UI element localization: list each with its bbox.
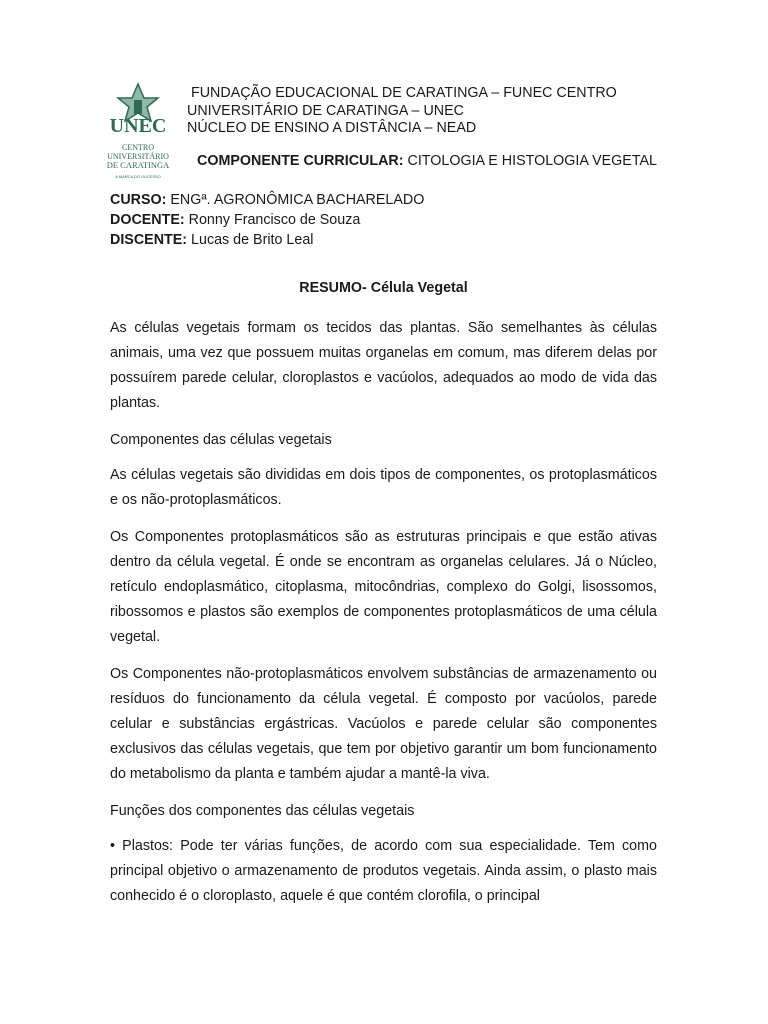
logo-tagline: A MARCA DO SUCESSO [115,174,161,179]
course-info [110,190,670,250]
institution-line-3: NÚCLEO DE ENSINO A DISTÂNCIA – NEAD [187,120,477,136]
teacher-row [110,210,670,230]
student-label: DISCENTE: [110,232,188,248]
logo-line-1: CENTRO [122,143,154,152]
institution-block [187,85,667,138]
section-heading-components: Componentes das células vegetais [110,432,332,448]
institution-line-1: FUNDAÇÃO EDUCACIONAL DE CARATINGA – FUNEC CENTRO [191,85,617,101]
component-label: COMPONENTE CURRICULAR: [197,153,404,169]
unec-logo [98,80,184,184]
curricular-component [197,152,657,170]
document-title: RESUMO- Célula Vegetal [299,280,468,296]
logo-line-3: DE CARATINGA [106,160,170,170]
paragraph-intro: As células vegetais formam os tecidos das plantas. São semelhantes às células animais, uma vez que possuem muitas organelas em comum, mas diferem delas por possuírem parede celular, cloroplastos e vacúolos, adequados ao modo de vida das plantas. [110,320,657,411]
paragraph-protoplasmic: Os Componentes protoplasmáticos são as estruturas principais e que estão ativas dentro da célula vegetal. É onde se encontram as organelas celulares. Já o Núcleo, retículo endoplasmático, citoplasma, mitocôndrias, complexo do Golgi, lisossomos, ribossomos e plastos são exemplos de componentes protoplasmáticos de uma célula vegetal. [110,529,657,645]
paragraph-component-types: As células vegetais são divididas em dois tipos de componentes, os protoplasmáticos e os não-protoplasmáticos. [110,467,657,508]
student-row [110,230,670,250]
teacher-label: DOCENTE: [110,212,185,228]
student-value: Lucas de Brito Leal [191,232,314,248]
teacher-value: Ronny Francisco de Souza [188,212,361,228]
course-row [110,190,670,210]
institution-line-2: UNIVERSITÁRIO DE CARATINGA – UNEC [187,102,464,119]
paragraph-plastos: • Plastos: Pode ter várias funções, de acordo com sua especialidade. Tem como principal objetivo o armazenamento de produtos vegetais. Ainda assim, o plasto mais conhecido é o cloroplasto, aquele é que contém clorofila, o principal [110,838,657,904]
component-value: CITOLOGIA E HISTOLOGIA VEGETAL [407,153,657,169]
section-heading-functions: Funções dos componentes das células vegetais [110,803,415,819]
course-value: ENGª. AGRONÔMICA BACHARELADO [170,192,425,208]
logo-brand: UNEC [109,115,167,137]
document-body [110,316,657,921]
logo-line-2: UNIVERSITÁRIO [107,152,169,161]
course-label: CURSO: [110,192,167,208]
paragraph-non-protoplasmic: Os Componentes não-protoplasmáticos envolvem substâncias de armazenamento ou resíduos do funcionamento da célula vegetal. É composto por vacúolos, parede celular e substâncias ergástricas. Vacúolos e parede celular são componentes exclusivos das células vegetais, que tem por objetivo garantir um bom funcionamento do metabolismo da planta e também ajudar a mantê-la viva. [110,666,657,782]
